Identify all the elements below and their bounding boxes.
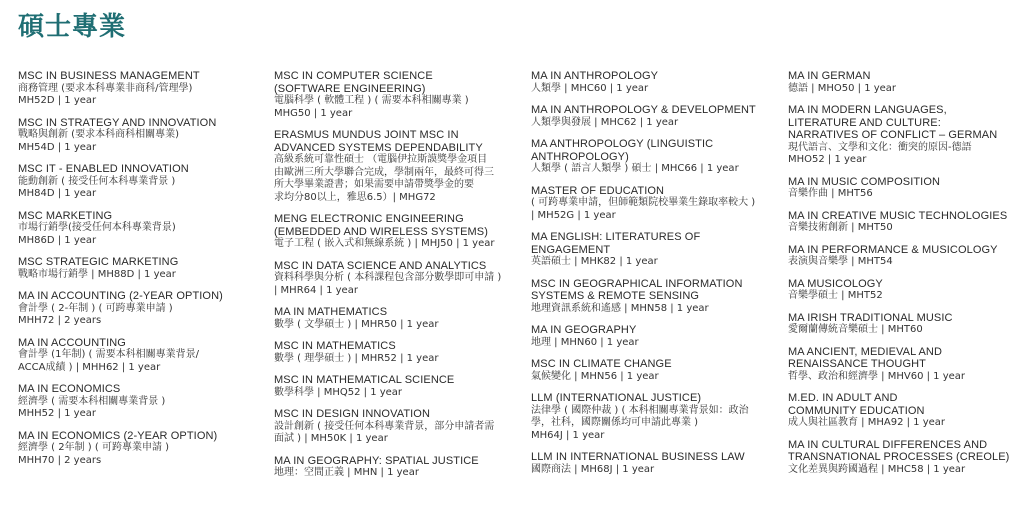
program-title: MA IN ACCOUNTING xyxy=(18,336,126,349)
program-column-4 xyxy=(788,70,1024,485)
program-title: MSC IT - ENABLED INNOVATION xyxy=(18,163,189,175)
program-description: 設計創新 ( 接受任何本科專業背景，部分申請者需 面試 ) | MH50K | 1 year xyxy=(274,420,495,444)
program-title: MA IN GEOGRAPHY: SPATIAL JUSTICE xyxy=(274,454,479,467)
program-description: 會計學 (1年制) ( 需要本科相關專業背景/ ACCA成績 ) | MHH62 | 1 year xyxy=(18,349,199,373)
program-title: MA IN CREATIVE MUSIC TECHNOLOGIES xyxy=(788,209,1008,222)
program-description: 電子工程 ( 嵌入式和無線系統 ) | MHJ50 | 1 year xyxy=(274,238,495,249)
program-title: MSC IN DESIGN INNOVATION xyxy=(274,408,431,420)
program-entry xyxy=(531,104,769,129)
program-description: 文化差異與跨國過程 | MHC58 | 1 year xyxy=(788,463,966,475)
program-description: 地理 | MHN60 | 1 year xyxy=(531,336,639,348)
program-entry xyxy=(788,104,1024,167)
program-entry xyxy=(788,176,1024,201)
program-entry xyxy=(274,260,512,298)
program-entry xyxy=(18,70,256,108)
program-column-2 xyxy=(274,70,512,489)
program-column-1 xyxy=(18,70,256,476)
program-title: MA IN GEOGRAPHY xyxy=(531,324,637,336)
program-title: MA IN MUSIC COMPOSITION xyxy=(788,175,941,188)
program-title: MSC IN MATHEMATICAL SCIENCE xyxy=(274,374,455,386)
program-entry xyxy=(788,312,1024,337)
program-description: 經濟學 ( 需要本科相關專業背景 ) MHH52 | 1 year xyxy=(18,395,166,419)
program-entry xyxy=(274,213,512,251)
program-description: 法律學 ( 國際仲裁 ) ( 本科相關專業背景如：政治 學，社科，國際關係均可申請此專業 ) MH64J | 1 year xyxy=(531,404,749,441)
program-description: 數學 ( 文學碩士 ) | MHR50 | 1 year xyxy=(274,318,439,330)
program-description: 現代語言、文學和文化：衝突的原因-德語 MHO52 | 1 year xyxy=(788,141,972,165)
program-description: 英語碩士 | MHK82 | 1 year xyxy=(531,256,658,267)
program-entry xyxy=(18,290,256,328)
program-title: MSC IN CLIMATE CHANGE xyxy=(531,358,672,370)
program-entry xyxy=(274,455,512,480)
program-description: 高級系統可靠性碩士 （電腦伊拉斯謨獎學金項目 由歐洲三所大學聯合完成，學制兩年，最終可得三 所大學畢業證書；如果需要申請帶獎學金的要 求均分80以上，雅思6.5）| MHG72 xyxy=(274,154,494,203)
program-description: 地理：空間正義 | MHN | 1 year xyxy=(274,467,419,478)
program-description: 人類學與發展 | MHC62 | 1 year xyxy=(531,116,679,128)
program-description: 戰略與創新 (要求本科商科相關專業) MH54D | 1 year xyxy=(18,129,179,153)
program-title: MA ANCIENT, MEDIEVAL AND RENAISSANCE THOUGHT xyxy=(788,345,942,370)
program-description: 表演與音樂學 | MHT54 xyxy=(788,256,893,267)
program-description: 會計學 ( 2-年制 ) ( 可跨專業申請 ) MHH72 | 2 years xyxy=(18,302,173,326)
program-title: M.ED. IN ADULT AND COMMUNITY EDUCATION xyxy=(788,392,925,417)
program-title: MA IN GERMAN xyxy=(788,70,871,82)
program-description: 商務管理 (要求本科專業非商科/管理學) MH52D | 1 year xyxy=(18,82,193,106)
program-entry xyxy=(788,70,1024,95)
program-entry xyxy=(18,256,256,281)
program-description: 成人與社區教育 | MHA92 | 1 year xyxy=(788,417,946,428)
program-title: MA IN MODERN LANGUAGES, LITERATURE AND CULTURE: NARRATIVES OF CONFLICT – GERMAN xyxy=(788,104,998,141)
program-description: 人類學 ( 語言人類學 ) 碩士 | MHC66 | 1 year xyxy=(531,163,739,174)
program-description: 數學 ( 理學碩士 ) | MHR52 | 1 year xyxy=(274,352,439,364)
program-description: 人類學 | MHC60 | 1 year xyxy=(531,82,649,94)
program-description: 愛爾蘭傳統音樂碩士 | MHT60 xyxy=(788,324,923,335)
program-description: 戰略市場行銷學 | MH88D | 1 year xyxy=(18,268,176,280)
program-entry xyxy=(531,358,769,383)
program-description: 能動創新 ( 接受任何本科專業背景 ) MH84D | 1 year xyxy=(18,175,176,199)
program-title: MA IRISH TRADITIONAL MUSIC xyxy=(788,311,953,324)
program-entry xyxy=(274,306,512,331)
program-title: MASTER OF EDUCATION xyxy=(531,184,665,197)
program-title: MA IN ANTHROPOLOGY & DEVELOPMENT xyxy=(531,104,756,116)
program-title: MSC IN STRATEGY AND INNOVATION xyxy=(18,116,217,129)
program-title: LLM (INTERNATIONAL JUSTICE) xyxy=(531,392,702,404)
program-title: MA MUSICOLOGY xyxy=(788,277,883,290)
program-description: 音樂技術創新 | MHT50 xyxy=(788,222,893,233)
program-description: ( 可跨專業申請，但師範類院校畢業生錄取率較大 ) | MH52G | 1 year xyxy=(531,197,756,221)
program-entry xyxy=(274,340,512,365)
program-description: 電腦科學 ( 軟體工程 ) ( 需要本科相關專業 ) MHG50 | 1 year xyxy=(274,95,469,119)
program-entry xyxy=(18,117,256,155)
program-description: 數學科學 | MHQ52 | 1 year xyxy=(274,386,403,398)
program-entry xyxy=(18,163,256,201)
program-entry xyxy=(531,324,769,349)
program-entry xyxy=(531,278,769,316)
program-entry xyxy=(531,451,769,476)
program-description: 音樂作曲 | MHT56 xyxy=(788,188,873,199)
program-entry xyxy=(788,392,1024,430)
program-title: ERASMUS MUNDUS JOINT MSC IN ADVANCED SYSTEMS DEPENDABILITY xyxy=(274,129,483,154)
program-description: 市場行銷學(接受任何本科專業背景) MH86D | 1 year xyxy=(18,222,176,246)
program-entry xyxy=(788,210,1024,235)
program-title: MSC IN COMPUTER SCIENCE (SOFTWARE ENGINEERING) xyxy=(274,70,433,95)
program-title: MSC IN GEOGRAPHICAL INFORMATION SYSTEMS & REMOTE SENSING xyxy=(531,277,743,302)
program-title: MSC IN DATA SCIENCE AND ANALYTICS xyxy=(274,259,487,272)
program-entry xyxy=(531,231,769,269)
program-column-3 xyxy=(531,70,769,485)
program-entry xyxy=(274,70,512,120)
program-title: MA IN ANTHROPOLOGY xyxy=(531,70,659,82)
program-entry xyxy=(788,346,1024,384)
program-description: 國際商法 | MH68J | 1 year xyxy=(531,463,655,475)
program-title: MSC IN MATHEMATICS xyxy=(274,340,396,352)
program-entry xyxy=(274,129,512,204)
program-entry xyxy=(18,383,256,421)
program-entry xyxy=(18,337,256,375)
program-title: MA IN MATHEMATICS xyxy=(274,306,388,318)
program-entry xyxy=(531,392,769,442)
program-entry xyxy=(531,138,769,176)
program-title: MA ENGLISH: LITERATURES OF ENGAGEMENT xyxy=(531,231,701,256)
program-title: MA IN ACCOUNTING (2-YEAR OPTION) xyxy=(18,290,223,302)
program-description: 氣候變化 | MHN56 | 1 year xyxy=(531,370,659,382)
program-entry xyxy=(18,210,256,248)
program-entry xyxy=(788,278,1024,303)
program-entry xyxy=(788,244,1024,269)
program-description: 德語 | MHO50 | 1 year xyxy=(788,82,897,94)
program-description: 經濟學 ( 2年制 ) ( 可跨專業申請 ) MHH70 | 2 years xyxy=(18,442,170,466)
program-entry xyxy=(18,430,256,468)
program-entry xyxy=(788,439,1024,477)
program-entry xyxy=(274,374,512,399)
program-title: MSC MARKETING xyxy=(18,209,113,222)
program-title: MA IN CULTURAL DIFFERENCES AND TRANSNATIONAL PROCESSES (CREOLE) xyxy=(788,438,1010,463)
program-description: 資料科學與分析 ( 本科課程包含部分數學即可申請 ) | MHR64 | 1 year xyxy=(274,272,502,296)
program-title: MA IN ECONOMICS xyxy=(18,383,121,395)
page-title: 碩士專業 xyxy=(18,12,127,42)
program-entry xyxy=(531,185,769,223)
program-title: MENG ELECTRONIC ENGINEERING (EMBEDDED AND WIRELESS SYSTEMS) xyxy=(274,213,488,238)
program-title: MA IN PERFORMANCE & MUSICOLOGY xyxy=(788,243,998,256)
program-title: MSC STRATEGIC MARKETING xyxy=(18,256,179,268)
program-description: 地理資訊系統和遙感 | MHN58 | 1 year xyxy=(531,302,709,314)
program-title: MA ANTHROPOLOGY (LINGUISTIC ANTHROPOLOGY) xyxy=(531,138,714,163)
program-description: 音樂學碩士 | MHT52 xyxy=(788,290,883,301)
program-title: LLM IN INTERNATIONAL BUSINESS LAW xyxy=(531,451,745,463)
program-title: MA IN ECONOMICS (2-YEAR OPTION) xyxy=(18,429,218,442)
program-description: 哲學、政治和經濟學 | MHV60 | 1 year xyxy=(788,370,966,382)
program-entry xyxy=(531,70,769,95)
program-entry xyxy=(274,408,512,446)
program-title: MSC IN BUSINESS MANAGEMENT xyxy=(18,70,200,82)
